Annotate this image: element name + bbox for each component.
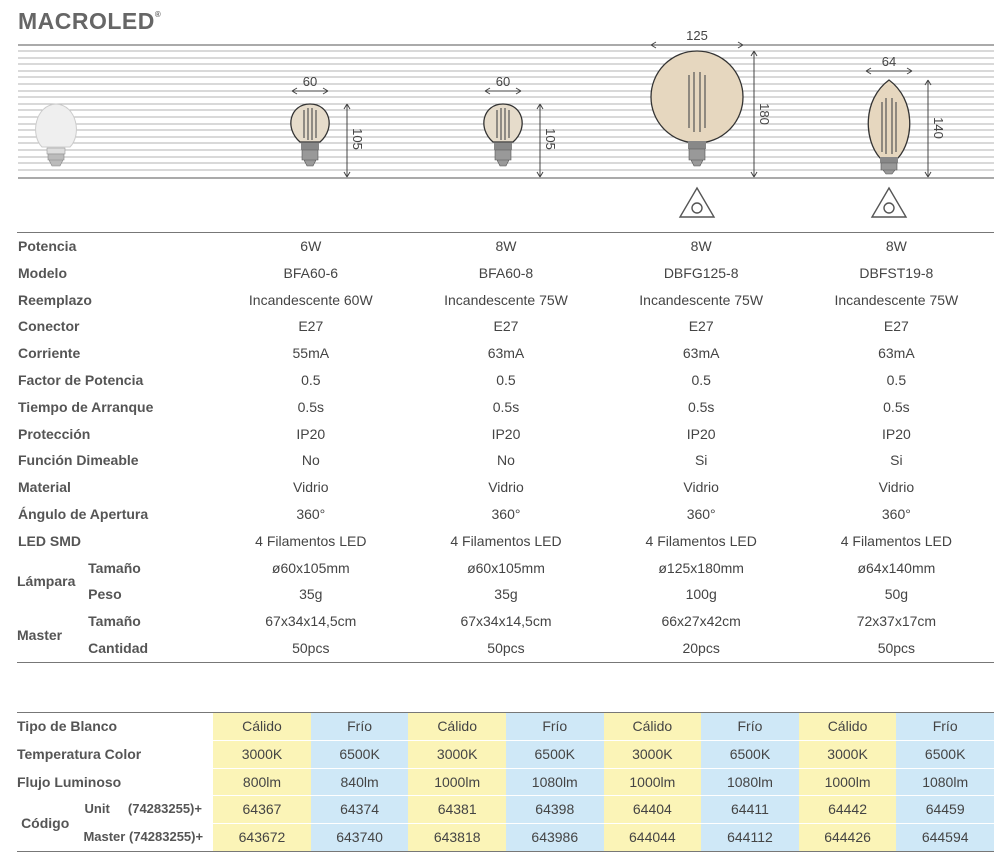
variant-value: 6500K [701,740,799,768]
spec-value: 0.5 [301,371,321,388]
lampara-group-label: Lámpara [17,572,76,589]
spec-value: 63mA [487,345,525,362]
spec-value: ø60x105mm [467,559,545,576]
variant-row [17,740,994,768]
spec-value: 360° [296,505,326,522]
code-unit-label [73,796,213,824]
master-code: 643672 [213,824,311,852]
spec-value: 20pcs [604,635,799,662]
spec-value: IP20 [491,425,521,442]
spec-row [17,501,994,528]
unit-code: 64404 [604,796,702,824]
master-row [17,635,994,662]
variant-row [17,768,994,796]
dimension-height-label-b2: 105 [543,128,558,150]
spec-value: 50pcs [213,635,408,662]
spec-label: Reemplazo [18,291,92,308]
spec-value: BFA60-8 [478,264,534,281]
dimension-height-label-b1: 105 [350,128,365,150]
variant-value: 6500K [506,740,604,768]
spec-row [17,233,994,260]
lampara-sub-label: Peso [88,586,122,603]
spec-value: 0.5 [691,371,711,388]
spec-value: Si [890,452,903,469]
spec-value: IP20 [296,425,326,442]
master-code: 644044 [604,824,702,852]
dimension-width-label-b1: 60 [302,74,318,89]
filament-bulb-globe-icon [651,51,743,166]
spec-value: 50pcs [408,635,603,662]
code-prefix: (74283255)+ [128,828,204,844]
spec-value: Vidrio [293,479,329,496]
spec-row [17,367,994,394]
master-label: Master [83,828,126,844]
dimension-width-label-b2: 60 [495,74,511,89]
master-sub-label: Cantidad [88,635,213,662]
variant-label: Tipo de Blanco [17,713,213,741]
spec-value: 66x27x42cm [661,613,741,630]
spec-value: E27 [493,318,519,335]
variant-value: Frío [896,713,994,741]
spec-value: 100g [685,586,717,603]
master-code: 643986 [506,824,604,852]
master-code: 644426 [799,824,897,852]
variant-value: 6500K [896,740,994,768]
code-unit-row [17,796,994,824]
spec-label: Protección [18,425,91,442]
spec-label: Modelo [18,264,67,281]
variant-row [17,713,994,741]
variant-value: 1080lm [506,768,604,796]
variant-value: 1000lm [408,768,506,796]
spec-value: 6W [213,233,408,260]
code-group-label: Código [17,796,73,852]
spec-value: E27 [688,318,714,335]
lampara-row [17,581,994,608]
spec-label: Ángulo de Apertura [18,505,149,522]
unit-code: 64381 [408,796,506,824]
dimension-height-label-b4: 140 [931,117,946,139]
filament-bulb-st19-icon [868,80,909,174]
spec-value: IP20 [881,425,911,442]
spec-row [17,394,994,421]
spec-value: 50pcs [799,635,994,662]
spec-value: 0.5 [496,371,516,388]
variant-value: 1000lm [799,768,897,796]
spec-value: 0.5s [687,398,715,415]
spec-value: ø125x180mm [658,559,744,576]
spec-value: 4 Filamentos LED [840,532,953,549]
master-code: 643740 [311,824,409,852]
dimension-width-label-b3: 125 [686,28,708,43]
spec-value: 67x34x14,5cm [265,613,357,630]
code-master-row [17,824,994,852]
variant-value: Cálido [604,713,702,741]
specification-table [17,232,994,663]
dimension-height-b2 [537,104,543,177]
lampara-sub-label: Tamaño [88,559,141,576]
bulb-dimension-diagram [0,25,1007,225]
spec-value: Incandescente 75W [639,291,764,308]
spec-value: 63mA [878,345,915,362]
spec-label: Potencia [17,233,213,260]
variant-value: 3000K [604,740,702,768]
spec-value: 4 Filamentos LED [255,532,367,549]
spec-value: Si [694,452,708,469]
code-master-label [73,824,213,852]
unit-code: 64442 [799,796,897,824]
spec-row [17,313,994,340]
spec-value: No [301,452,320,469]
spec-label: LED SMD [18,532,81,549]
spec-row [17,447,994,474]
spec-value: Incandescente 60W [248,291,373,308]
variant-value: Cálido [408,713,506,741]
spec-label: Conector [18,318,80,335]
variant-value: 840lm [311,768,409,796]
spec-label: Factor de Potencia [18,371,144,388]
spec-value: DBFST19-8 [859,264,934,281]
variant-value: Frío [701,713,799,741]
filament-symbol-icon [680,188,714,217]
spec-value: 55mA [292,345,330,362]
spec-value: 8W [604,233,799,260]
variant-value: Frío [311,713,409,741]
spec-value: 360° [881,505,911,522]
filament-symbol-icon [872,188,906,217]
spec-value: 50g [884,586,909,603]
variant-value: 3000K [408,740,506,768]
spec-value: 67x34x14,5cm [460,613,552,630]
variant-value: 1080lm [701,768,799,796]
spec-row [17,340,994,367]
dimension-height-label-b3: 180 [757,103,772,125]
master-code: 644594 [896,824,994,852]
master-row [17,608,994,635]
spec-value: 360° [491,505,521,522]
spec-value: DBFG125-8 [663,264,739,281]
variant-value: 800lm [213,768,311,796]
spec-value: Vidrio [878,479,915,496]
unit-code: 64459 [896,796,994,824]
variant-label: Flujo Luminoso [17,773,122,790]
unit-code: 64374 [311,796,409,824]
spec-value: IP20 [686,425,716,442]
spec-label: Función Dimeable [18,452,139,469]
spec-value: BFA60-6 [283,264,339,281]
unit-code: 64411 [701,796,799,824]
lampara-row [17,555,994,582]
master-code: 644112 [701,824,799,852]
spec-value: 35g [494,586,518,603]
spec-value: ø60x105mm [271,559,350,576]
dimension-width-label-b4: 64 [881,54,897,69]
code-prefix: (74283255)+ [127,801,202,817]
unit-code: 64367 [213,796,311,824]
spec-row [17,528,994,555]
spec-value: ø64x140mm [857,559,936,576]
variant-label: Temperatura Color [17,745,142,762]
variants-table [17,712,994,852]
master-code: 643818 [408,824,506,852]
variant-value: 3000K [799,740,897,768]
spec-value: 4 Filamentos LED [450,532,562,549]
spec-value: 0.5 [886,371,907,388]
spec-value: Incandescente 75W [834,291,959,308]
variant-value: 1000lm [604,768,702,796]
dimension-height-b3 [751,51,757,177]
spec-value: No [497,452,515,469]
spec-value: 8W [408,233,603,260]
spec-value: 8W [799,233,994,260]
spec-row [17,474,994,501]
brand-logo: MACROLED® [18,8,162,34]
unit-label: Unit [84,801,110,817]
variant-value: 3000K [213,740,311,768]
spec-row [17,421,994,448]
spec-label: Tiempo de Arranque [18,398,154,415]
master-sub-label: Tamaño [88,613,141,630]
spec-label: Corriente [18,345,81,362]
dimension-height-b4 [925,80,931,177]
spec-label: Material [18,479,71,496]
spec-value: Incandescente 75W [444,291,568,308]
spec-value: 72x37x17cm [856,613,937,630]
spec-value: E27 [298,318,324,335]
spec-value: 0.5s [883,398,910,415]
variant-value: Frío [506,713,604,741]
spec-value: 35g [299,586,323,603]
spec-value: 0.5s [492,398,520,415]
spec-value: Vidrio [683,479,719,496]
spec-value: E27 [883,318,909,335]
spec-value: Vidrio [488,479,524,496]
spec-row [17,260,994,287]
variant-value: 6500K [311,740,409,768]
dimension-height-b1 [344,104,350,177]
unit-code: 64398 [506,796,604,824]
spec-value: 0.5s [297,398,325,415]
spec-value: 360° [686,505,716,522]
variant-value: Cálido [213,713,311,741]
spec-row [17,287,994,314]
variant-value: 1080lm [896,768,994,796]
spec-value: 63mA [682,345,720,362]
master-group-label: Master [17,608,88,662]
spec-value: 4 Filamentos LED [645,532,757,549]
variant-value: Cálido [799,713,897,741]
